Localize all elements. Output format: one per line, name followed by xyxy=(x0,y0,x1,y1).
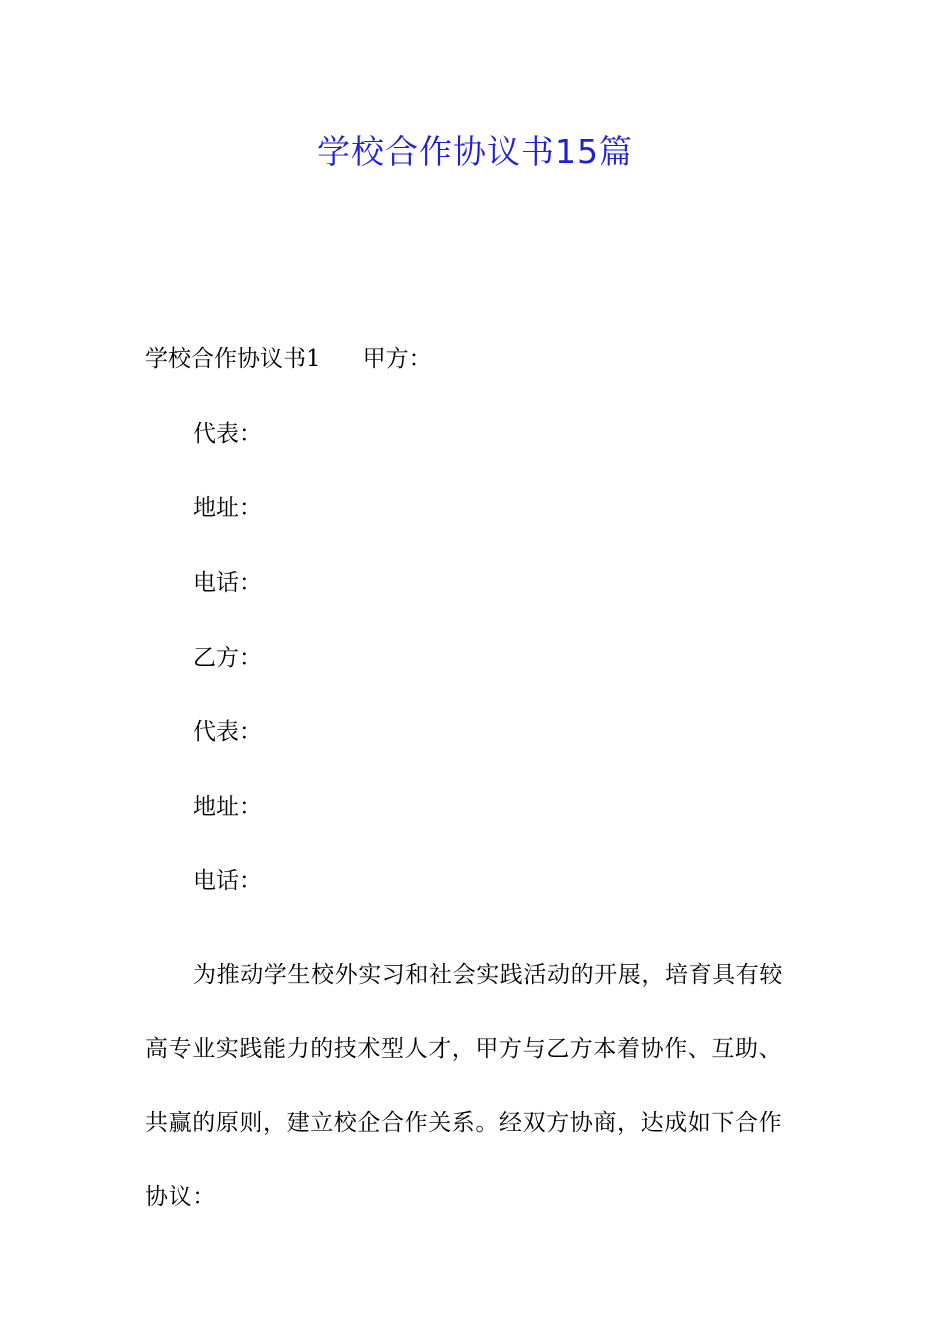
section-heading-line xyxy=(145,342,432,376)
party-b-label: 乙方： xyxy=(193,645,262,671)
party-a-phone: 电话： xyxy=(193,570,262,596)
party-a-address: 地址： xyxy=(193,495,262,521)
intro-paragraph: 为推动学生校外实习和社会实践活动的开展，培育具有较高专业实践能力的技术型人才，甲方与乙方本着协作、互助、共赢的原则，建立校企合作关系。经双方协商，达成如下合作协议： xyxy=(145,962,783,1210)
party-a-label: 甲方： xyxy=(362,346,432,372)
party-b-address: 地址： xyxy=(193,794,262,820)
section-heading: 学校合作协议书1 xyxy=(145,346,321,372)
party-a-representative: 代表： xyxy=(193,421,262,447)
document-title: 学校合作协议书15篇 xyxy=(317,132,633,171)
party-b-representative: 代表： xyxy=(193,719,262,745)
party-b-phone: 电话： xyxy=(193,868,262,894)
